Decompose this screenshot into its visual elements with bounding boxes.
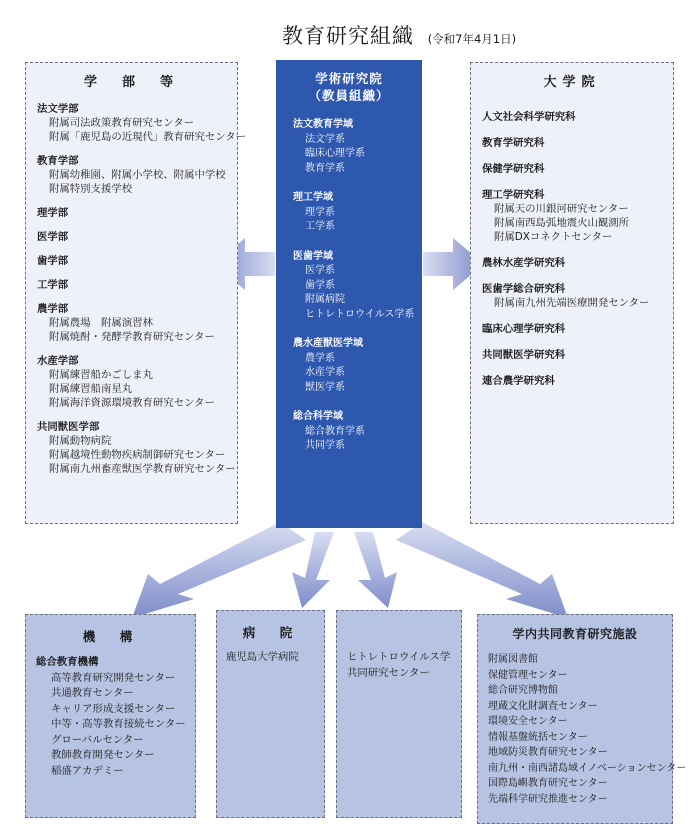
faculty-affiliate: 附属特別支援学校 [49, 183, 133, 195]
shared-facility: 地域防災教育研究センター [488, 747, 608, 758]
academy-division: ヒトレトロウイルス学系 [305, 308, 415, 320]
retrovirus-line: 共同研究センター [347, 667, 430, 679]
hospital-title: 病 院 [242, 625, 299, 640]
academy-list [276, 118, 422, 454]
organization-children [36, 671, 195, 780]
shared-facility: 先端科学研究推進センター [488, 793, 608, 805]
organization-list [26, 655, 195, 779]
academy-division: 工学系 [305, 221, 335, 232]
academy-division: 理学系 [305, 206, 335, 218]
retrovirus-list [337, 649, 461, 681]
shared-facility: 国際島嶼教育研究センター [488, 778, 608, 789]
group-heading: 保健学研究科 [482, 163, 545, 175]
graduate-list [471, 110, 673, 388]
shared-facility: 附属図書館 [488, 654, 538, 665]
organization-title: 機 構 [82, 629, 139, 644]
faculty-affiliate: 附属焼酎・発酵学教育研究センター [49, 331, 215, 343]
academy-title-line1: 学術研究院 [315, 71, 383, 86]
shared-facility: 情報基盤統括センター [488, 731, 588, 743]
hospital-list [217, 650, 324, 664]
academy-division: 医学系 [305, 265, 335, 276]
group-heading: 水産学部 [37, 355, 79, 367]
arrow-to-shared [396, 522, 568, 618]
faculty-affiliate: 附属司法政策教育研究センター [49, 117, 195, 129]
group-heading: 理工学域 [293, 192, 333, 203]
hospital-item: 鹿児島大学病院 [226, 651, 299, 663]
shared-box [477, 614, 687, 824]
academy-box [276, 60, 422, 528]
academy-division: 総合教育学系 [305, 425, 365, 437]
shared-facility: 埋蔵文化財調査センター [488, 700, 598, 712]
organization-center: 共通教育センター [51, 687, 134, 699]
retrovirus-line: ヒトレトロウイルス学 [347, 651, 451, 663]
arrow-to-organization [132, 522, 306, 618]
group-heading: 共同獣医学研究科 [482, 349, 566, 361]
group-heading: 共同獣医学部 [37, 421, 100, 433]
shared-facility: 総合研究博物館 [488, 685, 558, 696]
faculty-affiliate: 附属海洋資源環境教育研究センター [49, 397, 215, 409]
academy-division: 共同学系 [305, 440, 345, 451]
page-title-main: 教育研究組織 [282, 24, 414, 48]
shared-facility: 環境安全センター [488, 716, 568, 727]
faculties-list [26, 102, 247, 476]
organization-center: 中等・高等教育接続センター [51, 718, 186, 730]
organization-center: 高等教育研究開発センター [51, 671, 176, 684]
page-title-date: (令和7年4月1日) [427, 32, 517, 46]
group-heading: 総合科学域 [293, 411, 343, 422]
arrow-to-retrovirus [354, 532, 397, 608]
group-heading: 医学部 [37, 231, 69, 243]
academy-division: 附属病院 [305, 294, 345, 305]
organization-center: キャリア形成支援センター [51, 702, 176, 715]
academy-title [276, 70, 422, 104]
academy-division: 農学系 [305, 352, 335, 364]
group-heading: 歯学部 [37, 255, 69, 267]
academy-division: 臨床心理学系 [305, 148, 365, 159]
hospital-box [216, 610, 325, 818]
academy-division: 歯学系 [305, 279, 335, 291]
academy-division: 教育学系 [305, 162, 345, 174]
faculty-affiliate: 附属幼稚園、附属小学校、附属中学校 [49, 169, 226, 181]
shared-facility: 南九州・南西諸島域イノベーションセンター [488, 762, 687, 774]
organization-center: 教師教育開発センター [51, 749, 155, 761]
group-heading: 人文社会科学研究科 [482, 111, 576, 123]
organization-head: 総合教育機構 [36, 656, 99, 668]
group-heading: 医歯学総合研究科 [482, 283, 566, 295]
group-heading: 法文教育学域 [293, 119, 353, 130]
group-heading: 教育学部 [37, 155, 79, 167]
graduate-title: 大学院 [543, 75, 601, 90]
faculty-affiliate: 附属動物病院 [49, 435, 112, 447]
faculty-affiliate: 附属練習船かごしま丸 [49, 369, 153, 381]
shared-title: 学内共同教育研究施設 [512, 627, 638, 641]
graduate-box [470, 62, 674, 524]
academy-division: 水産学系 [305, 367, 345, 378]
academy-division: 獣医学系 [305, 381, 345, 393]
group-heading: 教育学研究科 [482, 137, 545, 149]
group-heading: 理工学研究科 [482, 189, 545, 201]
faculty-affiliate: 附属農場 附属演習林 [49, 317, 153, 329]
faculty-affiliate: 附属越境性動物疾病制御研究センター [49, 449, 226, 461]
faculties-title: 学 部 等 [83, 75, 179, 90]
arrow-to-hospital [292, 532, 334, 608]
faculty-affiliate: 附属「鹿児島の近現代」教育研究センター [49, 131, 247, 143]
group-heading: 法文学部 [37, 103, 79, 115]
graduate-affiliate: 附属南九州先端医療開発センター [494, 297, 650, 309]
retrovirus-box [336, 610, 462, 818]
graduate-affiliate: 附属天の川銀河研究センター [494, 203, 629, 215]
organization-center: 稲盛アカデミー [51, 764, 124, 777]
group-heading: 農林水産学研究科 [482, 257, 566, 269]
graduate-affiliate: 附属南西島弧地震火山観測所 [494, 217, 630, 229]
faculty-affiliate: 附属南九州畜産獣医学教育研究センター [49, 463, 236, 475]
group-heading: 農水産獣医学域 [293, 338, 363, 349]
organization-center: グローバルセンター [51, 733, 144, 746]
shared-facility: 保健管理センター [488, 669, 568, 681]
academy-division: 法文学系 [305, 133, 345, 145]
shared-list [478, 652, 687, 807]
group-heading: 連合農学研究科 [482, 375, 555, 387]
organization-box [25, 614, 196, 818]
academy-title-line2: （教員組織） [308, 88, 390, 103]
group-heading: 農学部 [37, 303, 69, 315]
group-heading: 医歯学域 [293, 250, 333, 262]
graduate-affiliate: 附属DXコネクトセンター [494, 231, 613, 243]
group-heading: 臨床心理学研究科 [482, 323, 566, 335]
group-heading: 工学部 [37, 279, 69, 291]
group-heading: 理学部 [37, 207, 69, 219]
faculty-affiliate: 附属練習船南星丸 [49, 383, 133, 395]
faculties-box [25, 62, 247, 524]
